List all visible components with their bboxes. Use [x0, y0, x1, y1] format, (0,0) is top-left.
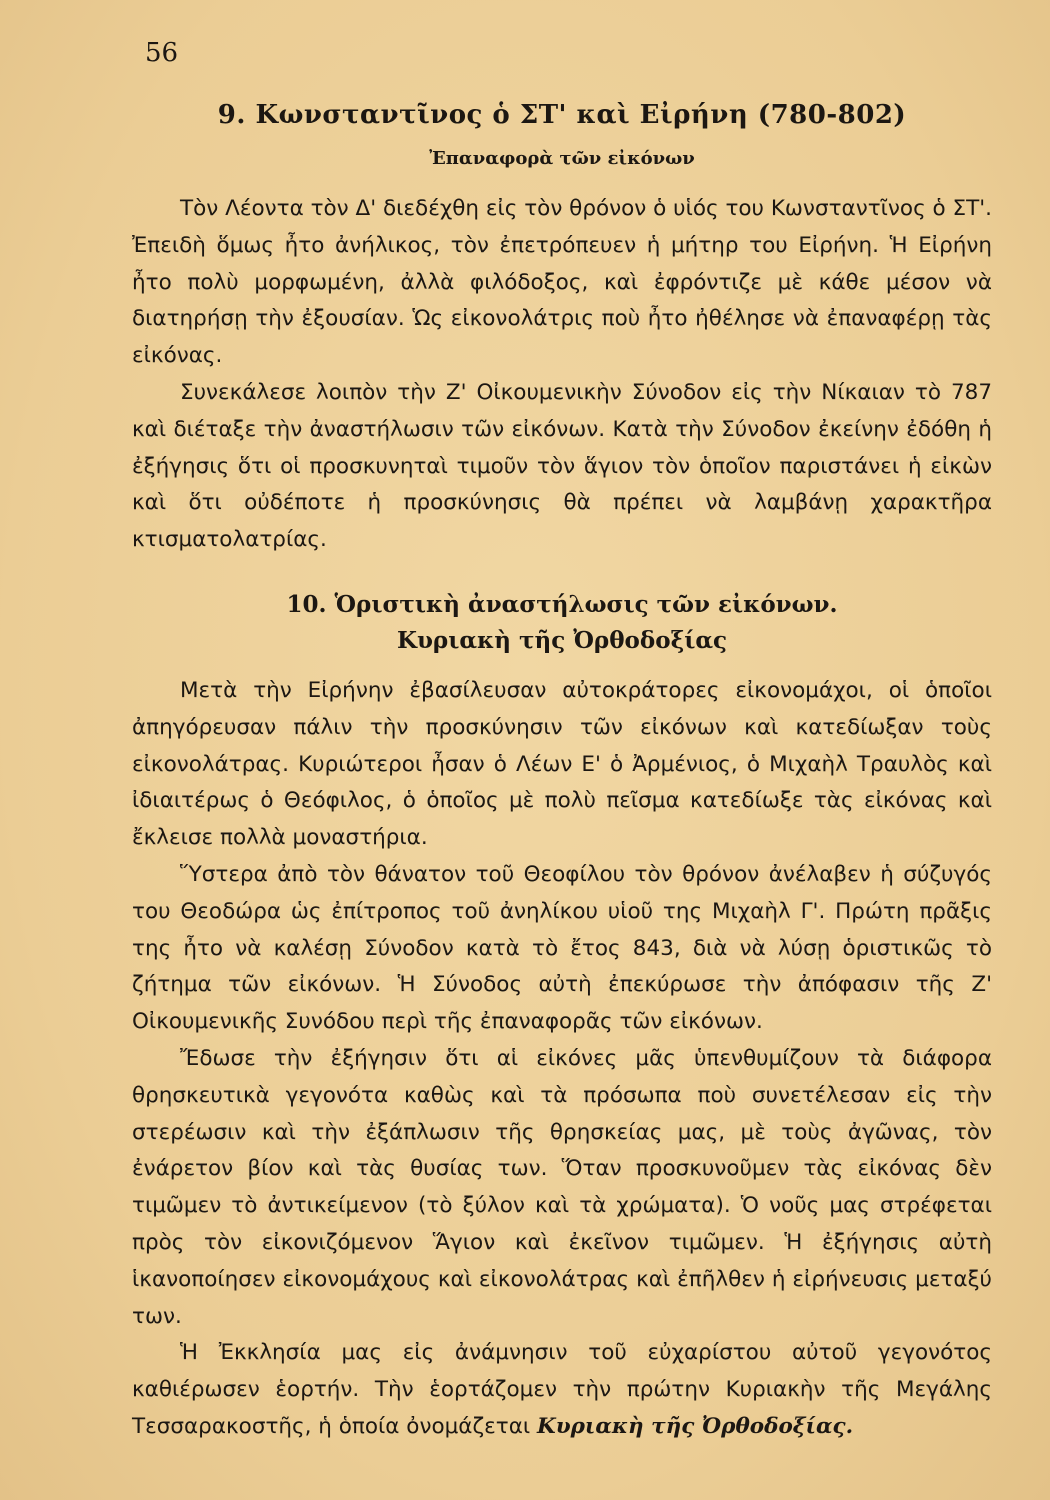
section-subheading: Κυριακὴ τῆς Ὀρθοδοξίας — [396, 626, 728, 654]
paragraph: Συνεκάλεσε λοιπὸν τὴν Ζ' Οἰκουμενικὴν Σύνοδον εἰς τὴν Νίκαιαν τὸ 787 καὶ διέταξε τὴν ἀναστήλωσιν τῶν εἰκόνων. Κατὰ τὴν Σύνοδον ἐκείνην ἐδόθη ἡ ἐξήγησις ὅτι οἱ προσκυνηταὶ τιμοῦν τὸν ἅγιον τὸν ὁποῖον παριστάνει ἡ εἰκὼν καὶ ὅτι οὐδέποτε ἡ προσκύνησις θὰ πρέπει νὰ λαμβάνῃ χαρακτῆρα κτισματολατρίας. — [132, 379, 992, 553]
chapter-subheading: Ἐπαναφορὰ τῶν εἰκόνων — [429, 148, 695, 169]
paragraph: Ὕστερα ἀπὸ τὸν θάνατον τοῦ Θεοφίλου τὸν θρόνον ἀνέλαβεν ἡ σύζυγός του Θεοδώρα ὡς ἐπίτροπος τοῦ ἀνηλίκου υἱοῦ της Μιχαὴλ Γ'. Πρώτη πρᾶξις της ἦτο νὰ καλέσῃ Σύνοδον κατὰ τὸ ἔτος 843, διὰ νὰ λύσῃ ὁριστικῶς τὸ ζήτημα τῶν εἰκόνων. Ἡ Σύνοδος αὐτὴ ἐπεκύρωσε τὴν ἀπόφασιν τῆς Ζ' Οἰκουμενικῆς Συνόδου περὶ τῆς ἐπαναφορᾶς τῶν εἰκόνων. — [132, 861, 992, 1035]
page-number: 56 — [145, 38, 179, 68]
paragraph: Τὸν Λέοντα τὸν Δ' διεδέχθη εἰς τὸν θρόνον ὁ υἱός του Κωνσταντῖνος ὁ ΣΤ'. Ἐπειδὴ ὅμως ἦτο ἀνήλικος, τὸν ἐπετρόπευεν ἡ μήτηρ του Εἰρήνη. Ἡ Εἰρήνη ἦτο πολὺ μορφωμένη, ἀλλὰ φιλόδοξος, καὶ ἐφρόντιζε μὲ κάθε μέσον νὰ διατηρήσῃ τὴν ἐξουσίαν. Ὡς εἰκονολάτρις ποὺ ἦτο ἠθέλησε νὰ ἐπαναφέρῃ τὰς εἰκόνας. — [132, 196, 992, 369]
paragraph: Μετὰ τὴν Εἰρήνην ἐβασίλευσαν αὐτοκράτορες εἰκονομάχοι, οἱ ὁποῖοι ἀπηγόρευσαν πάλιν τὴν προσκύνησιν τῶν εἰκόνων καὶ κατεδίωξαν τοὺς εἰκονολάτρας. Κυριώτεροι ἦσαν ὁ Λέων Ε' ὁ Ἀρμένιος, ὁ Μιχαὴλ Τραυλὸς καὶ ἰδιαιτέρως ὁ Θεόφιλος, ὁ ὁποῖος μὲ πολὺ πεῖσμα κατεδίωξε τὰς εἰκόνας καὶ ἔκλεισε πολλὰ μοναστήρια. — [132, 677, 992, 851]
section-heading: 10. Ὁριστικὴ ἀναστήλωσις τῶν εἰκόνων. — [286, 590, 838, 618]
page-content — [132, 100, 992, 1446]
final-paragraph-text: Ἡ Ἐκκλησία μας εἰς ἀνάμνησιν τοῦ εὐχαρίστου αὐτοῦ γεγονότος καθιέρωσεν ἑορτήν. Τὴν ἑορτάζομεν τὴν πρώτην Κυριακὴν τῆς Μεγάλης Τεσσαρακοστῆς, ἡ ὁποία ὀνομάζεται — [132, 1340, 992, 1439]
emphasis-term: Κυριακὴ τῆς Ὀρθοδοξίας. — [537, 1413, 854, 1439]
chapter-heading: 9. Κωνσταντῖνος ὁ ΣΤ' καὶ Εἰρήνη (780-802) — [217, 100, 907, 130]
paragraph: Ἔδωσε τὴν ἐξήγησιν ὅτι αἱ εἰκόνες μᾶς ὑπενθυμίζουν τὰ διάφορα θρησκευτικὰ γεγονότα καθὼς καὶ τὰ πρόσωπα ποὺ συνετέλεσαν εἰς τὴν στερέωσιν καὶ τὴν ἐξάπλωσιν τῆς θρησκείας μας, μὲ τοὺς ἀγῶνας, τὸν ἐνάρετον βίον καὶ τὰς θυσίας των. Ὅταν προσκυνοῦμεν τὰς εἰκόνας δὲν τιμῶμεν τὸ ἀντικείμενον (τὸ ξύλον καὶ τὰ χρώματα). Ὁ νοῦς μας στρέφεται πρὸς τὸν εἰκονιζόμενον Ἅγιον καὶ ἐκεῖνον τιμῶμεν. Ἡ ἐξήγησις αὐτὴ ἱκανοποίησεν εἰκονομάχους καὶ εἰκονολάτρας καὶ ἐπῆλθεν ἡ εἰρήνευσις μεταξύ των. — [132, 1045, 992, 1329]
final-paragraph — [132, 1335, 992, 1445]
